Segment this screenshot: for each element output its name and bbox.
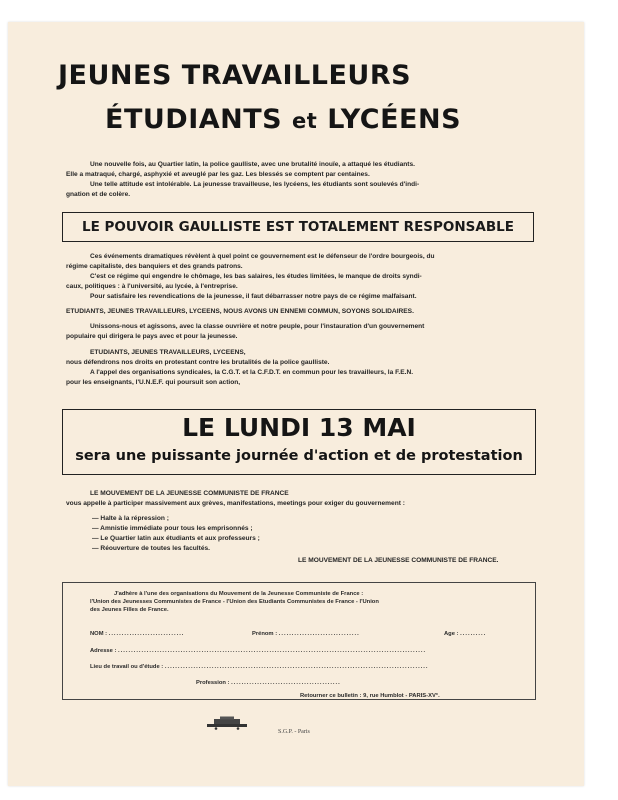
demand-1: — Halte à la répression ;	[92, 515, 169, 522]
body1-line-3: C'est ce régime qui engendre le chômage, les bas salaires, les études limitées, le manque de droits syndi-	[90, 273, 422, 280]
body1-line-2: régime capitaliste, des banquiers et des grands patrons.	[66, 263, 243, 270]
form-return-address: Retourner ce bulletin : 9, rue Humblot - PARIS-XV°.	[300, 693, 440, 699]
nom-dots: .............................	[108, 631, 185, 637]
form-field-nom[interactable]	[90, 630, 184, 638]
signature: LE MOUVEMENT DE LA JEUNESSE COMMUNISTE DE FRANCE.	[298, 557, 499, 564]
headline-line-2	[105, 104, 461, 135]
headline-et: et	[292, 109, 318, 133]
intro-line-2: Elle a matraqué, chargé, asphyxié et aveuglé par les gaz. Les blessés se comptent par centaines.	[66, 171, 370, 178]
body3-line-3: A l'appel des organisations syndicales, la C.G.T. et la C.F.D.T. en commun pour les travailleurs, la F.E.N.	[90, 369, 414, 376]
form-intro-line-2: l'Union des Jeunesses Communistes de France - l'Union des Etudiants Communistes de France - l'Union	[90, 599, 379, 605]
date-banner-subtitle: sera une puissante journée d'action et de protestation	[75, 448, 523, 464]
demand-4: — Réouverture de toutes les facultés.	[92, 545, 210, 552]
age-dots: ..........	[460, 631, 487, 637]
body3-line-1: ETUDIANTS, JEUNES TRAVAILLEURS, LYCEENS,	[90, 349, 246, 356]
age-label: Age :	[444, 631, 459, 637]
date-banner-title: LE LUNDI 13 MAI	[182, 413, 416, 442]
body2-line-1: Unissons-nous et agissons, avec la classe ouvrière et notre peuple, pour l'instauration d'un gouvernement	[90, 323, 425, 330]
intro-line-1: Une nouvelle fois, au Quartier latin, la police gaulliste, avec une brutalité inouïe, a attaqué les étudiants.	[90, 161, 416, 168]
nom-label: NOM :	[90, 631, 108, 637]
headline-etudiants: ÉTUDIANTS	[105, 104, 283, 135]
headline-lyceens: LYCÉENS	[327, 104, 462, 135]
lieu-dots: .....................................................................................................	[164, 664, 429, 670]
prenom-label: Prénom :	[252, 631, 278, 637]
demand-2: — Amnistie immédiate pour tous les emprisonnés ;	[92, 525, 253, 532]
body3-line-2: nous défendrons nos droits en protestant contre les brutalités de la police gaulliste.	[66, 359, 330, 366]
body1-line-1: Ces événements dramatiques révèlent à quel point ce gouvernement est le défenseur de l'ordre bourgeois, du	[90, 253, 435, 260]
profession-dots: ..........................................	[231, 680, 341, 686]
adresse-label: Adresse :	[90, 648, 117, 654]
lieu-label: Lieu de travail ou d'étude :	[90, 664, 164, 670]
prenom-dots: ...............................	[278, 631, 360, 637]
form-field-prenom[interactable]	[252, 630, 360, 638]
printer-credit: S.G.P. - Paris	[278, 729, 310, 735]
demand-3: — Le Quartier latin aux étudiants et aux professeurs ;	[92, 535, 260, 542]
body1-line-4: caux, politiques : à l'université, au lycée, à l'entreprise.	[66, 283, 238, 290]
body3-line-4: pour les enseignants, l'U.N.E.F. qui poursuit son action,	[66, 379, 241, 386]
profession-label: Profession :	[196, 680, 230, 686]
form-field-age[interactable]	[444, 630, 486, 638]
intro-line-3: Une telle attitude est intolérable. La jeunesse travailleuse, les lycéens, les étudiants sont soulevés d'indi-	[90, 181, 420, 188]
intro-line-4: gnation et de colère.	[66, 191, 131, 198]
form-field-adresse[interactable]	[90, 647, 426, 655]
form-intro-line-1: J'adhère à l'une des organisations du Mouvement de la Jeunesse Communiste de France :	[114, 591, 364, 597]
appeal-line-1: LE MOUVEMENT DE LA JEUNESSE COMMUNISTE DE FRANCE	[90, 490, 289, 497]
form-field-profession[interactable]	[196, 679, 341, 687]
solidarity-slogan: ETUDIANTS, JEUNES TRAVAILLEURS, LYCEENS, NOUS AVONS UN ENNEMI COMMUN, SOYONS SOLIDAIRES.	[66, 308, 414, 315]
responsibility-banner-text: LE POUVOIR GAULLISTE EST TOTALEMENT RESPONSABLE	[82, 219, 514, 235]
adresse-dots: ......................................................................................................................	[118, 648, 427, 654]
appeal-line-2: vous appelle à participer massivement aux grèves, manifestations, meetings pour exiger du gouvernement :	[66, 500, 405, 507]
form-field-lieu[interactable]	[90, 663, 429, 671]
form-intro-line-3: des Jeunes Filles de France.	[90, 607, 169, 613]
headline-line-1: JEUNES TRAVAILLEURS	[58, 60, 412, 91]
body1-line-5: Pour satisfaire les revendications de la jeunesse, il faut débarrasser notre pays de ce régime malfaisant.	[90, 293, 417, 300]
printer-logo-icon	[206, 716, 248, 730]
body2-line-2: populaire qui dirigera le pays avec et pour la jeunesse.	[66, 333, 238, 340]
